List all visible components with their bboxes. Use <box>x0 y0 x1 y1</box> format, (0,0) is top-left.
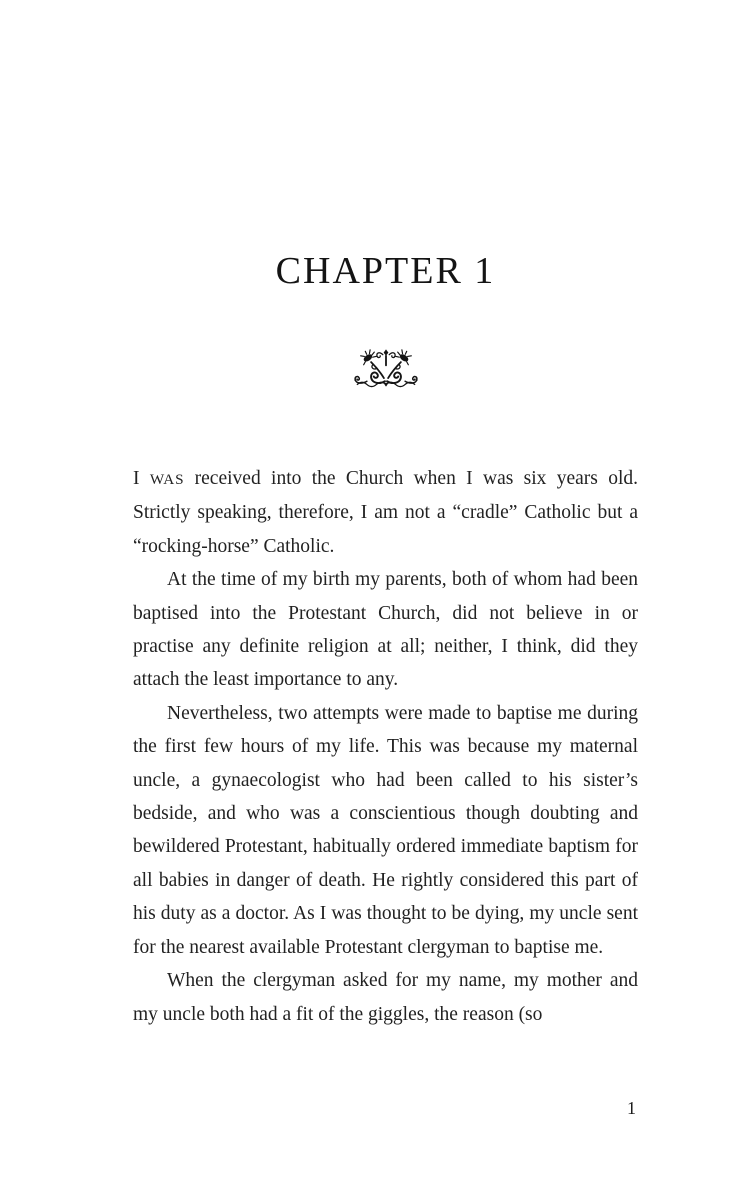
fleuron-ornament-icon <box>352 347 420 395</box>
paragraph: Nevertheless, two attempts were made to baptise me during the first few hours of my life. This was because my maternal uncle, a gynaecologist who had been called to his sister’s bedside, and who was a conscientious though doubting and bewildered Protestant, habitually ordered immediate baptism for all babies in danger of death. He rightly considered this part of his duty as a doctor. As I was thought to be dying, my uncle sent for the nearest available Protestant clergyman to baptise me. <box>133 702 638 958</box>
chapter-title: CHAPTER 1 <box>275 250 496 292</box>
paragraph: At the time of my birth my parents, both of whom had been baptised into the Protestant Church, did not believe in or practise any definite religion at all; neither, I think, did they attach the least importance to any. <box>133 569 638 691</box>
body-text <box>133 462 638 1031</box>
page-content <box>133 0 638 1200</box>
smallcaps-lead: WAS <box>149 471 185 488</box>
page-number: 1 <box>627 1098 636 1118</box>
paragraph: I WAS received into the Church when I was six years old. Strictly speaking, therefore, I am not a “cradle” Catholic but a “rocking-horse” Catholic. <box>133 468 638 557</box>
paragraph: When the clergyman asked for my name, my mother and my uncle both had a fit of the giggles, the reason (so <box>133 970 638 1025</box>
